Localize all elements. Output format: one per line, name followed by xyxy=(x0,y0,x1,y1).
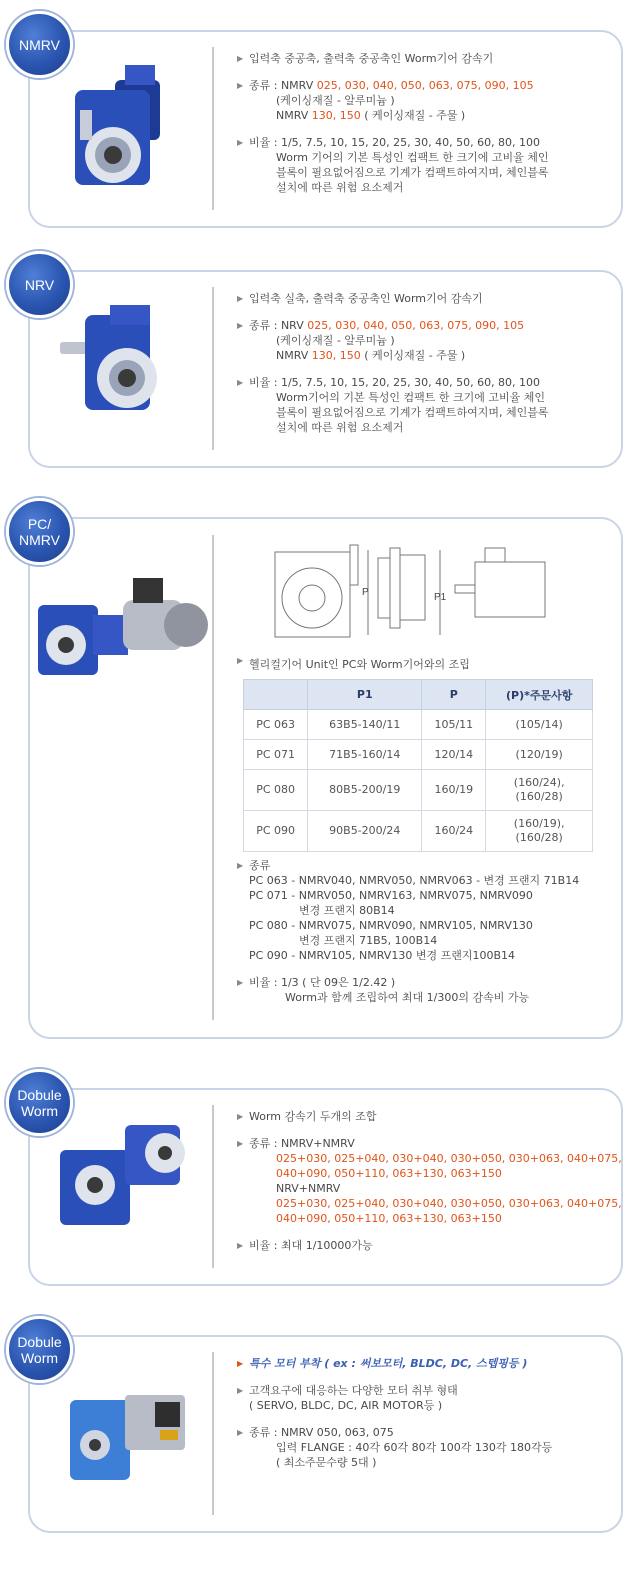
table-header: (P)*주문사항 xyxy=(486,680,593,710)
arrow-icon: ▶ xyxy=(237,378,244,387)
list-item: ▶ 종류 : NMRV 025, 030, 040, 050, 063, 075, 090, 105 xyxy=(237,79,534,92)
list-item: ▶ 입력축 중공축, 출력축 중공축인 Worm기어 감속기 xyxy=(237,52,494,65)
table-cell: PC 090 xyxy=(244,811,308,852)
double-worm-description xyxy=(237,1109,622,1253)
list-item: 025+030, 025+040, 030+040, 030+050, 030+063, 040+075, xyxy=(276,1152,622,1165)
list-item: 설치에 따른 위험 요소제거 xyxy=(276,181,404,194)
table-cell: PC 063 xyxy=(244,710,308,740)
nrv-description xyxy=(237,291,607,435)
list-item: ▶ 비율 : 최대 1/10000가능 xyxy=(237,1239,373,1252)
list-item: ▶ Worm 감속기 두개의 조합 xyxy=(237,1110,377,1123)
list-item: PC 080 - NMRV075, NMRV090, NMRV105, NMRV130 xyxy=(249,919,533,932)
table-cell: 71B5-160/14 xyxy=(308,740,422,770)
list-item: PC 063 - NMRV040, NMRV050, NMRV063 - 변경 프랜지 71B14 xyxy=(249,874,580,887)
nmrv-gearbox-image xyxy=(55,60,175,200)
arrow-icon: ▶ xyxy=(237,1112,244,1121)
table-cell: PC 080 xyxy=(244,770,308,811)
list-item: ▶ 종류 xyxy=(237,859,271,872)
pc-nmrv-gearbox-image xyxy=(38,570,208,690)
badge-special-motor: Dobule Worm xyxy=(6,1316,73,1383)
list-item: (케이싱재질 - 알루미늄 ) xyxy=(276,334,395,347)
list-item: 변경 프랜지 80B14 xyxy=(299,904,395,917)
arrow-icon: ▶ xyxy=(237,81,244,90)
list-item: ▶ 종류 : NMRV 050, 063, 075 xyxy=(237,1426,394,1439)
nmrv-description xyxy=(237,51,607,195)
list-item: ( 최소주문수량 5대 ) xyxy=(276,1456,377,1469)
arrow-icon: ▶ xyxy=(237,656,244,665)
list-item: ▶ 입력축 실축, 출력축 중공축인 Worm기어 감속기 xyxy=(237,292,483,305)
p1-label: P1 xyxy=(434,592,447,603)
list-item: ( SERVO, BLDC, DC, AIR MOTOR등 ) xyxy=(249,1399,443,1412)
list-item: 변경 프랜지 71B5, 100B14 xyxy=(299,934,438,947)
table-cell: (160/24), (160/28) xyxy=(486,770,593,811)
table-header: P1 xyxy=(308,680,422,710)
divider xyxy=(212,47,214,210)
divider xyxy=(212,1352,214,1515)
special-motor-description xyxy=(237,1356,607,1470)
table-cell: 120/14 xyxy=(422,740,486,770)
list-item: 설치에 따른 위험 요소제거 xyxy=(276,421,404,434)
list-item: ▶ 특수 모터 부착 ( ex : 써보모터, BLDC, DC, 스텝핑등 ) xyxy=(237,1357,528,1370)
list-item: ▶ 종류 : NRV 025, 030, 040, 050, 063, 075, 090, 105 xyxy=(237,319,525,332)
spec-table xyxy=(243,679,593,852)
p-label: P xyxy=(362,587,369,598)
list-item: 블록이 필요없어짐으로 기계가 컴팩트하여지며, 체인블록 xyxy=(276,406,549,419)
list-item: PC 090 - NMRV105, NMRV130 변경 프랜지100B14 xyxy=(249,949,515,962)
list-item: Worm과 함께 조립하여 최대 1/300의 감속비 가능 xyxy=(285,991,530,1004)
table-header xyxy=(244,680,308,710)
table-row xyxy=(244,770,593,811)
arrow-icon: ▶ xyxy=(237,1139,244,1148)
list-item: Worm 기어의 기본 특성인 컴팩트 한 크기에 고비율 체인 xyxy=(276,151,549,164)
arrow-icon: ▶ xyxy=(237,978,244,987)
badge-nrv: NRV xyxy=(6,251,73,318)
list-item: 040+090, 050+110, 063+130, 063+150 xyxy=(276,1167,502,1180)
special-motor-gearbox-image xyxy=(65,1380,195,1495)
list-item: ▶ 비율 : 1/5, 7.5, 10, 15, 20, 25, 30, 40, 50, 60, 80, 100 xyxy=(237,136,541,149)
list-item: ▶ 비율 : 1/5, 7.5, 10, 15, 20, 25, 30, 40, 50, 60, 80, 100 xyxy=(237,376,541,389)
arrow-icon: ▶ xyxy=(237,861,244,870)
table-cell: (120/19) xyxy=(486,740,593,770)
nrv-gearbox-image xyxy=(55,300,175,440)
table-row xyxy=(244,811,593,852)
list-item: NMRV 130, 150 ( 케이싱재질 - 주물 ) xyxy=(276,109,466,122)
divider xyxy=(212,1105,214,1268)
divider xyxy=(212,287,214,450)
arrow-icon: ▶ xyxy=(237,1428,244,1437)
table-cell: 80B5-200/19 xyxy=(308,770,422,811)
list-item: ▶ 비율 : 1/3 ( 단 09은 1/2.42 ) xyxy=(237,976,396,989)
list-item: ▶ 종류 : NMRV+NMRV xyxy=(237,1137,355,1150)
divider xyxy=(212,535,214,1020)
list-item: (케이싱재질 - 알루미늄 ) xyxy=(276,94,395,107)
list-item: ▶ 고객요구에 대응하는 다양한 모터 취부 형태 xyxy=(237,1384,458,1397)
arrow-icon: ▶ xyxy=(237,1386,244,1395)
technical-drawing xyxy=(270,540,555,645)
badge-nmrv: NMRV xyxy=(6,11,73,78)
arrow-icon: ▶ xyxy=(237,321,244,330)
list-item: 블록이 필요없어짐으로 기계가 컴팩트하여지며, 체인블록 xyxy=(276,166,549,179)
table-cell: 160/19 xyxy=(422,770,486,811)
table-row xyxy=(244,710,593,740)
table-header: P xyxy=(422,680,486,710)
table-cell: 63B5-140/11 xyxy=(308,710,422,740)
table-cell: (160/19), (160/28) xyxy=(486,811,593,852)
table-cell: 160/24 xyxy=(422,811,486,852)
arrow-icon: ▶ xyxy=(237,54,244,63)
list-item: PC 071 - NMRV050, NMRV163, NMRV075, NMRV090 xyxy=(249,889,533,902)
list-item: NMRV 130, 150 ( 케이싱재질 - 주물 ) xyxy=(276,349,466,362)
arrow-icon: ▶ xyxy=(237,1241,244,1250)
badge-double-worm: Dobule Worm xyxy=(6,1069,73,1136)
list-item: 025+030, 025+040, 030+040, 030+050, 030+063, 040+075, xyxy=(276,1197,622,1210)
table-header-row xyxy=(244,680,593,710)
list-item: 입력 FLANGE : 40각 60각 80각 100각 130각 180각등 xyxy=(276,1441,553,1454)
pc-intro: ▶ 헬리컬기어 Unit인 PC와 Worm기어와의 조립 xyxy=(237,656,470,671)
double-worm-gearbox-image xyxy=(55,1115,200,1230)
arrow-icon: ▶ xyxy=(237,294,244,303)
table-cell: (105/14) xyxy=(486,710,593,740)
list-item: 040+090, 050+110, 063+130, 063+150 xyxy=(276,1212,502,1225)
table-cell: PC 071 xyxy=(244,740,308,770)
pc-description xyxy=(237,858,607,1005)
table-row xyxy=(244,740,593,770)
arrow-icon: ▶ xyxy=(237,138,244,147)
badge-pc-nmrv: PC/ NMRV xyxy=(6,498,73,565)
table-cell: 90B5-200/24 xyxy=(308,811,422,852)
list-item: NRV+NMRV xyxy=(276,1182,341,1195)
list-item: Worm기어의 기본 특성인 컴팩트 한 크기에 고비율 체인 xyxy=(276,391,546,404)
arrow-icon: ▶ xyxy=(237,1359,244,1368)
table-cell: 105/11 xyxy=(422,710,486,740)
